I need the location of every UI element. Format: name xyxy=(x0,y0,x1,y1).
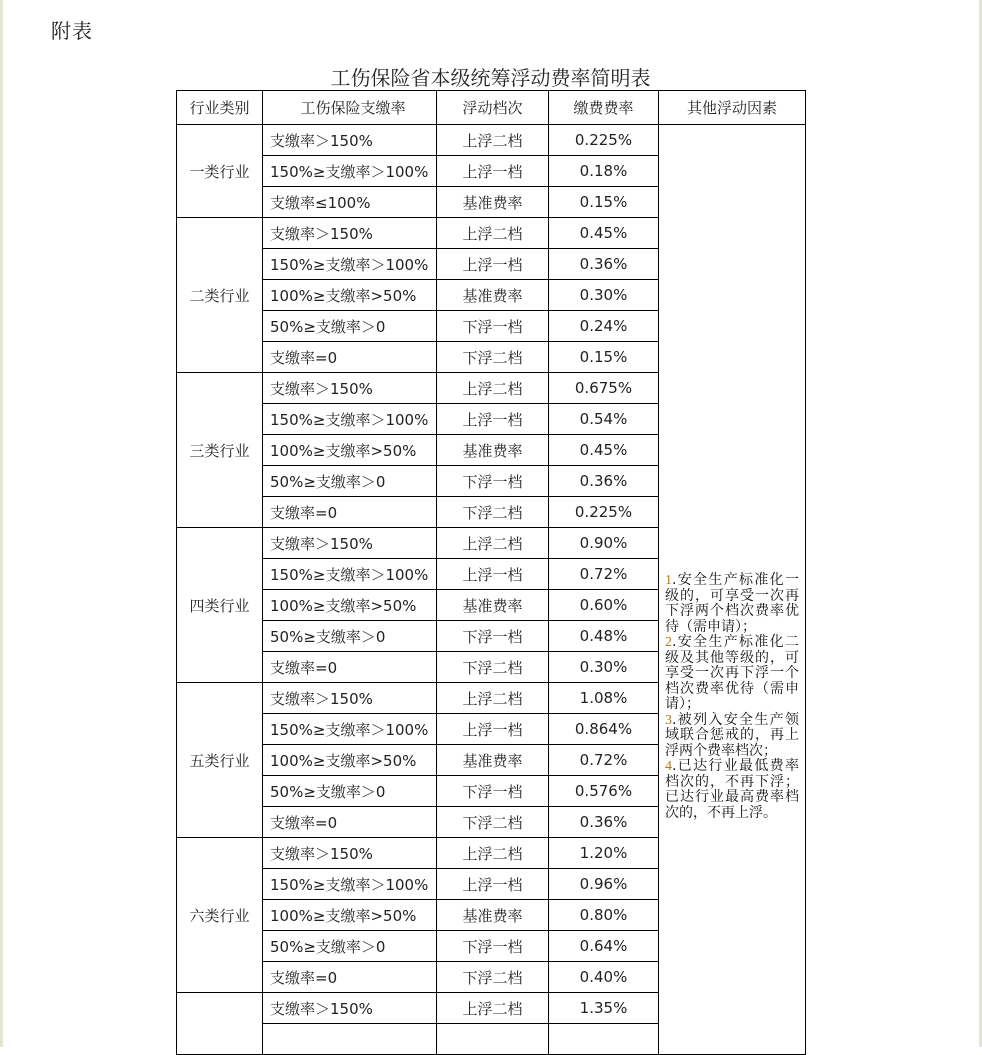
rate-cell: 0.18% xyxy=(549,156,659,187)
category-cell xyxy=(177,993,263,1055)
header-other-factors: 其他浮动因素 xyxy=(659,91,806,125)
condition-cell: 支缴率=0 xyxy=(263,807,437,838)
rate-cell: 0.96% xyxy=(549,869,659,900)
category-cell: 五类行业 xyxy=(177,683,263,838)
header-industry-category: 行业类别 xyxy=(177,91,263,125)
tier-cell: 上浮一档 xyxy=(437,249,549,280)
tier-cell: 上浮一档 xyxy=(437,404,549,435)
condition-cell: 支缴率＞150% xyxy=(263,683,437,714)
table-header-row xyxy=(177,91,806,125)
rate-cell: 0.72% xyxy=(549,745,659,776)
condition-cell: 100%≥支缴率>50% xyxy=(263,900,437,931)
condition-cell: 支缴率＞150% xyxy=(263,218,437,249)
rate-cell: 1.35% xyxy=(549,993,659,1024)
condition-cell: 50%≥支缴率＞0 xyxy=(263,776,437,807)
rate-cell: 0.24% xyxy=(549,311,659,342)
condition-cell: 150%≥支缴率＞100% xyxy=(263,404,437,435)
rate-cell: 1.08% xyxy=(549,683,659,714)
condition-cell: 100%≥支缴率>50% xyxy=(263,590,437,621)
tier-cell: 下浮二档 xyxy=(437,962,549,993)
rate-cell: 1.20% xyxy=(549,838,659,869)
condition-cell: 支缴率≤100% xyxy=(263,187,437,218)
category-cell: 二类行业 xyxy=(177,218,263,373)
table-row xyxy=(177,125,806,156)
tier-cell: 基准费率 xyxy=(437,900,549,931)
condition-cell: 150%≥支缴率＞100% xyxy=(263,869,437,900)
remark-text: .已达行业最低费率档次的，不再下浮；已达行业最高费率档次的，不再上浮。 xyxy=(665,758,799,821)
page-heading: 附表 xyxy=(51,19,93,43)
condition-cell: 150%≥支缴率＞100% xyxy=(263,559,437,590)
condition-cell: 支缴率＞150% xyxy=(263,838,437,869)
condition-cell: 100%≥支缴率>50% xyxy=(263,280,437,311)
tier-cell: 上浮一档 xyxy=(437,869,549,900)
category-cell: 六类行业 xyxy=(177,838,263,993)
category-cell: 四类行业 xyxy=(177,528,263,683)
condition-cell: 支缴率=0 xyxy=(263,962,437,993)
condition-cell: 50%≥支缴率＞0 xyxy=(263,466,437,497)
rate-cell: 0.72% xyxy=(549,559,659,590)
rate-cell: 0.36% xyxy=(549,807,659,838)
tier-cell: 上浮一档 xyxy=(437,714,549,745)
rate-cell: 0.576% xyxy=(549,776,659,807)
header-contribution-rate: 缴费费率 xyxy=(549,91,659,125)
condition-cell: 支缴率=0 xyxy=(263,497,437,528)
tier-cell: 上浮二档 xyxy=(437,838,549,869)
remark-index: 4 xyxy=(665,759,672,774)
remark-item xyxy=(665,713,799,760)
condition-cell: 支缴率＞150% xyxy=(263,993,437,1024)
tier-cell: 下浮一档 xyxy=(437,621,549,652)
condition-cell-empty xyxy=(263,1024,437,1055)
condition-cell: 100%≥支缴率>50% xyxy=(263,745,437,776)
rate-cell-empty xyxy=(549,1024,659,1055)
tier-cell: 上浮二档 xyxy=(437,125,549,156)
table-title: 工伤保险省本级统筹浮动费率简明表 xyxy=(330,66,651,90)
rate-cell: 0.40% xyxy=(549,962,659,993)
tier-cell: 下浮一档 xyxy=(437,776,549,807)
rate-cell: 0.64% xyxy=(549,931,659,962)
rate-cell: 0.225% xyxy=(549,125,659,156)
remark-item xyxy=(665,759,799,821)
condition-cell: 150%≥支缴率＞100% xyxy=(263,714,437,745)
tier-cell: 上浮二档 xyxy=(437,993,549,1024)
tier-cell: 上浮二档 xyxy=(437,373,549,404)
tier-cell: 基准费率 xyxy=(437,280,549,311)
condition-cell: 150%≥支缴率＞100% xyxy=(263,156,437,187)
tier-cell: 基准费率 xyxy=(437,745,549,776)
remark-text: .安全生产标准化二级及其他等级的，可享受一次再下浮一个档次费率优待（需申请）； xyxy=(665,634,799,712)
rate-cell: 0.48% xyxy=(549,621,659,652)
remark-text: .安全生产标准化一级的，可享受一次再下浮两个档次费率优待（需申请）； xyxy=(665,572,799,635)
tier-cell: 下浮一档 xyxy=(437,311,549,342)
rate-cell: 0.45% xyxy=(549,218,659,249)
tier-cell: 下浮一档 xyxy=(437,931,549,962)
tier-cell: 上浮二档 xyxy=(437,218,549,249)
other-factors-notes xyxy=(665,573,799,821)
remark-item xyxy=(665,635,799,713)
remark-index: 3 xyxy=(665,712,672,728)
rate-cell: 0.15% xyxy=(549,187,659,218)
rate-cell: 0.864% xyxy=(549,714,659,745)
tier-cell-empty xyxy=(437,1024,549,1055)
tier-cell: 下浮二档 xyxy=(437,497,549,528)
remark-text: .被列入安全生产领域联合惩戒的，再上浮两个费率档次； xyxy=(665,711,799,759)
rate-cell: 0.30% xyxy=(549,652,659,683)
tier-cell: 下浮二档 xyxy=(437,342,549,373)
tier-cell: 基准费率 xyxy=(437,435,549,466)
condition-cell: 50%≥支缴率＞0 xyxy=(263,931,437,962)
remark-index: 2 xyxy=(665,635,672,650)
condition-cell: 150%≥支缴率＞100% xyxy=(263,249,437,280)
condition-cell: 100%≥支缴率>50% xyxy=(263,435,437,466)
condition-cell: 支缴率＞150% xyxy=(263,373,437,404)
remark-index: 1 xyxy=(665,573,672,588)
header-float-tier: 浮动档次 xyxy=(437,91,549,125)
rate-cell: 0.90% xyxy=(549,528,659,559)
tier-cell: 基准费率 xyxy=(437,187,549,218)
category-cell: 一类行业 xyxy=(177,125,263,218)
condition-cell: 支缴率＞150% xyxy=(263,528,437,559)
remark-item xyxy=(665,573,799,635)
rate-cell: 0.15% xyxy=(549,342,659,373)
tier-cell: 上浮二档 xyxy=(437,683,549,714)
condition-cell: 支缴率=0 xyxy=(263,342,437,373)
rate-cell: 0.80% xyxy=(549,900,659,931)
tier-cell: 下浮二档 xyxy=(437,807,549,838)
rate-cell: 0.54% xyxy=(549,404,659,435)
rate-cell: 0.36% xyxy=(549,466,659,497)
rate-cell: 0.30% xyxy=(549,280,659,311)
rate-cell: 0.45% xyxy=(549,435,659,466)
tier-cell: 上浮一档 xyxy=(437,559,549,590)
condition-cell: 50%≥支缴率＞0 xyxy=(263,311,437,342)
rate-cell: 0.36% xyxy=(549,249,659,280)
condition-cell: 50%≥支缴率＞0 xyxy=(263,621,437,652)
tier-cell: 基准费率 xyxy=(437,590,549,621)
tier-cell: 上浮二档 xyxy=(437,528,549,559)
category-cell: 三类行业 xyxy=(177,373,263,528)
tier-cell: 下浮二档 xyxy=(437,652,549,683)
tier-cell: 下浮一档 xyxy=(437,466,549,497)
rate-cell: 0.225% xyxy=(549,497,659,528)
condition-cell: 支缴率＞150% xyxy=(263,125,437,156)
tier-cell: 上浮一档 xyxy=(437,156,549,187)
rate-cell: 0.60% xyxy=(549,590,659,621)
rate-cell: 0.675% xyxy=(549,373,659,404)
page-left-edge xyxy=(0,0,3,1047)
header-payout-ratio: 工伤保险支缴率 xyxy=(263,91,437,125)
condition-cell: 支缴率=0 xyxy=(263,652,437,683)
